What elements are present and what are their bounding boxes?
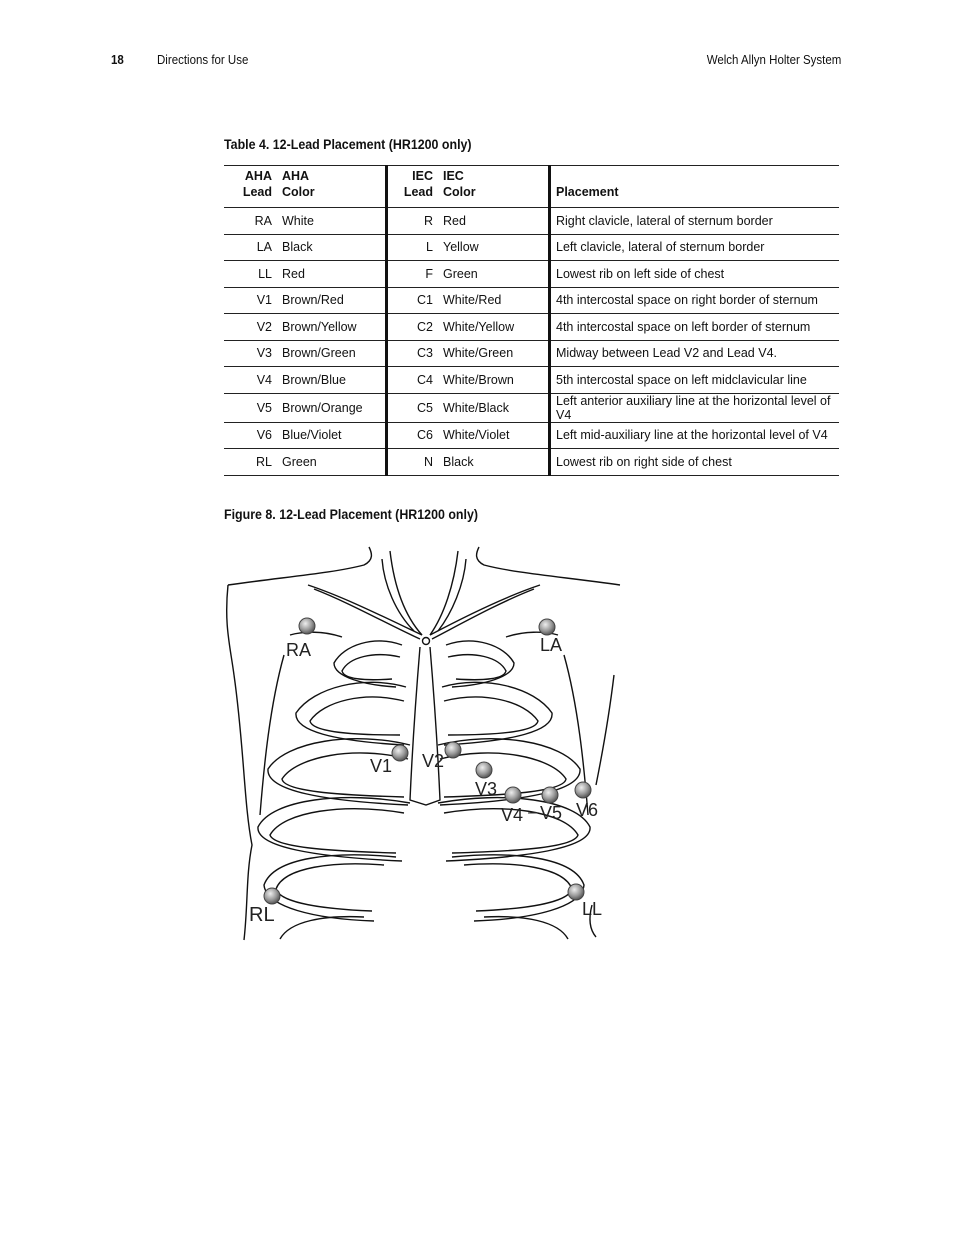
cell-aha-color: Black: [277, 234, 387, 261]
cell-aha-lead: LL: [224, 261, 277, 288]
cell-aha-lead: V3: [224, 340, 277, 367]
electrode-la: [539, 619, 555, 635]
cell-aha-color: Brown/Green: [277, 340, 387, 367]
cell-aha-lead: RA: [224, 208, 277, 235]
cell-iec-lead: C3: [387, 340, 439, 367]
label-v1: V1: [370, 756, 393, 776]
cell-iec-lead: C2: [387, 314, 439, 341]
header-placement: Placement: [550, 166, 840, 208]
label-v5: V5: [540, 803, 563, 823]
electrode-ra: [299, 618, 315, 634]
label-v2: V2: [422, 751, 445, 771]
header-iec-color: IEC Color: [438, 166, 550, 208]
electrode-labels: [249, 635, 602, 926]
cell-aha-color: Brown/Yellow: [277, 314, 387, 341]
cell-iec-color: Black: [438, 449, 550, 476]
left-ribcage: [438, 632, 590, 939]
label-v6: V6: [576, 800, 599, 820]
chest-lead-placement-diagram: [224, 545, 624, 950]
cell-placement: Lowest rib on right side of chest: [550, 449, 840, 476]
cell-placement: Right clavicle, lateral of sternum border: [550, 208, 840, 235]
electrode-rl: [264, 888, 280, 904]
cell-placement: 4th intercostal space on left border of sternum: [550, 314, 840, 341]
header-aha-color: AHA Color: [277, 166, 387, 208]
table-row: [224, 449, 839, 476]
table-row: [224, 422, 839, 449]
cell-iec-lead: R: [387, 208, 439, 235]
product-name: Welch Allyn Holter System: [706, 53, 841, 67]
cell-aha-color: Brown/Blue: [277, 367, 387, 394]
torso-outline: [227, 547, 620, 940]
electrode-ll: [568, 884, 584, 900]
label-ra: RA: [286, 640, 312, 660]
header-iec-lead: IEC Lead: [387, 166, 439, 208]
electrode-v4: [505, 787, 521, 803]
cell-iec-color: White/Yellow: [438, 314, 550, 341]
label-ll: LL: [582, 899, 603, 919]
cell-iec-lead: C4: [387, 367, 439, 394]
lead-placement-table: [224, 165, 839, 476]
document-title: Directions for Use: [157, 53, 249, 67]
cell-iec-color: Yellow: [438, 234, 550, 261]
page-number: 18: [111, 53, 124, 67]
table-header-row: [224, 166, 839, 208]
cell-iec-lead: N: [387, 449, 439, 476]
electrode-v5: [542, 787, 558, 803]
table-row: [224, 287, 839, 314]
electrode-v3: [476, 762, 492, 778]
cell-iec-lead: C6: [387, 422, 439, 449]
cell-aha-color: Green: [277, 449, 387, 476]
cell-placement: Left mid-auxiliary line at the horizontal level of V4: [550, 422, 840, 449]
cell-aha-lead: V2: [224, 314, 277, 341]
label-v3: V3: [475, 779, 498, 799]
cell-aha-lead: LA: [224, 234, 277, 261]
cell-placement: 4th intercostal space on right border of sternum: [550, 287, 840, 314]
cell-iec-lead: C5: [387, 393, 439, 422]
cell-placement: Left anterior auxiliary line at the horizontal level of V4: [550, 393, 840, 422]
table-row: [224, 393, 839, 422]
table-row: [224, 314, 839, 341]
cell-aha-lead: V1: [224, 287, 277, 314]
table-caption: Table 4. 12-Lead Placement (HR1200 only): [224, 137, 472, 152]
cell-placement: 5th intercostal space on left midclavicular line: [550, 367, 840, 394]
header-aha-lead: AHA Lead: [224, 166, 277, 208]
cell-iec-color: Green: [438, 261, 550, 288]
cell-iec-lead: C1: [387, 287, 439, 314]
electrode-v2: [445, 742, 461, 758]
cell-placement: Midway between Lead V2 and Lead V4.: [550, 340, 840, 367]
cell-aha-lead: RL: [224, 449, 277, 476]
cell-iec-lead: L: [387, 234, 439, 261]
cell-aha-color: Blue/Violet: [277, 422, 387, 449]
table-row: [224, 234, 839, 261]
label-la: LA: [540, 635, 563, 655]
cell-iec-color: White/Violet: [438, 422, 550, 449]
cell-iec-lead: F: [387, 261, 439, 288]
cell-aha-color: Red: [277, 261, 387, 288]
table-row: [224, 261, 839, 288]
electrode-v6: [575, 782, 591, 798]
cell-aha-color: Brown/Red: [277, 287, 387, 314]
table-row: [224, 367, 839, 394]
sternum: [410, 647, 440, 805]
cell-placement: Lowest rib on left side of chest: [550, 261, 840, 288]
cell-iec-color: White/Black: [438, 393, 550, 422]
cell-placement: Left clavicle, lateral of sternum border: [550, 234, 840, 261]
cell-iec-color: White/Red: [438, 287, 550, 314]
table-row: [224, 340, 839, 367]
cell-aha-lead: V6: [224, 422, 277, 449]
cell-iec-color: Red: [438, 208, 550, 235]
right-ribcage: [258, 632, 410, 939]
label-v4: V4: [501, 805, 524, 825]
electrode-v1: [392, 745, 408, 761]
cell-aha-lead: V5: [224, 393, 277, 422]
cell-iec-color: White/Brown: [438, 367, 550, 394]
label-rl: RL: [249, 904, 275, 926]
figure-caption: Figure 8. 12-Lead Placement (HR1200 only): [224, 507, 479, 522]
table-row: [224, 208, 839, 235]
cell-iec-color: White/Green: [438, 340, 550, 367]
cell-aha-color: White: [277, 208, 387, 235]
cell-aha-color: Brown/Orange: [277, 393, 387, 422]
clavicles: [308, 551, 540, 645]
cell-aha-lead: V4: [224, 367, 277, 394]
